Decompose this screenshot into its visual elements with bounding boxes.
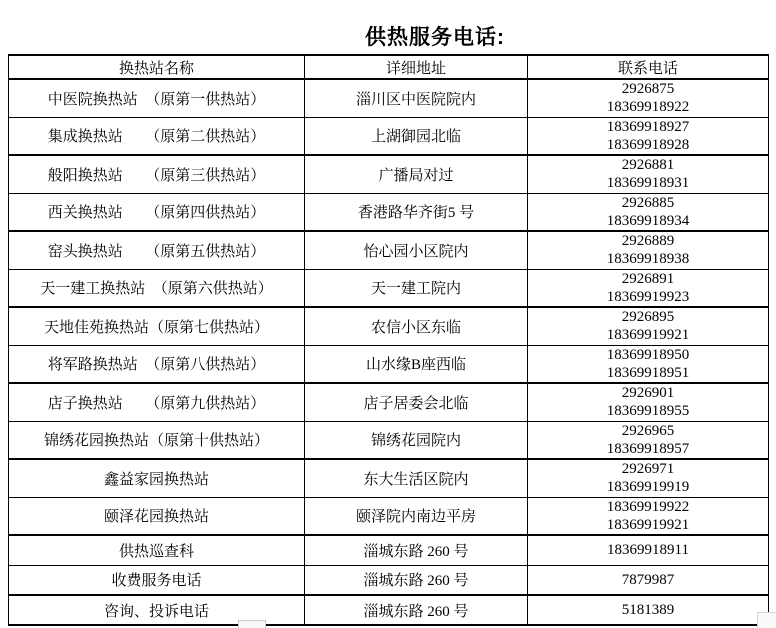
table-row [9, 421, 769, 459]
station-name-cell: 将军路换热站 （原第八供热站） [9, 345, 305, 383]
phone-cell [528, 79, 769, 117]
address-cell: 香港路华齐街5 号 [305, 193, 528, 231]
header-row [9, 55, 769, 79]
phone-cell [528, 231, 769, 269]
screenshot-edge-artifact [238, 620, 266, 628]
station-name-cell: 收费服务电话 [9, 565, 305, 595]
address-cell: 上湖御园北临 [305, 117, 528, 155]
phone-number: 18369918927 [606, 118, 690, 135]
table-row [9, 155, 769, 193]
address-cell: 农信小区东临 [305, 307, 528, 345]
header-station-name: 换热站名称 [9, 55, 305, 79]
screenshot-edge-artifact [757, 612, 776, 628]
station-name-cell: 供热巡查科 [9, 535, 305, 565]
phone-number: 18369918928 [606, 136, 690, 153]
address-cell: 店子居委会北临 [305, 383, 528, 421]
phone-number: 2926875 [621, 81, 675, 98]
phone-number: 18369919921 [606, 327, 690, 344]
phone-number: 7879987 [621, 571, 675, 588]
table-row [9, 383, 769, 421]
address-cell: 淄城东路 260 号 [305, 565, 528, 595]
phone-cell [528, 117, 769, 155]
phone-cell [528, 345, 769, 383]
phone-cell [528, 497, 769, 535]
address-cell: 淄城东路 260 号 [305, 535, 528, 565]
station-name-cell: 中医院换热站 （原第一供热站） [9, 79, 305, 117]
phone-number: 18369918922 [606, 99, 690, 116]
phone-number: 18369918938 [606, 251, 690, 268]
station-name-cell: 西关换热站 （原第四供热站） [9, 193, 305, 231]
page-title: 供热服务电话: [365, 26, 505, 49]
phone-number: 18369918934 [606, 212, 690, 229]
phone-cell [528, 383, 769, 421]
phone-number: 18369918950 [606, 346, 690, 363]
address-cell: 天一建工院内 [305, 269, 528, 307]
table-row [9, 307, 769, 345]
table-row [9, 345, 769, 383]
phone-number: 18369919923 [606, 288, 690, 305]
heating-service-phone-table [8, 54, 769, 626]
phone-number: 2926965 [621, 422, 675, 439]
table-header [9, 55, 769, 79]
address-cell: 锦绣花园院内 [305, 421, 528, 459]
station-name-cell: 锦绣花园换热站（原第十供热站） [9, 421, 305, 459]
phone-number: 18369919922 [606, 498, 690, 515]
phone-cell [528, 595, 769, 625]
phone-number: 2926971 [621, 461, 675, 478]
table-row [9, 231, 769, 269]
table-row [9, 117, 769, 155]
station-name-cell: 般阳换热站 （原第三供热站） [9, 155, 305, 193]
station-name-cell: 颐泽花园换热站 [9, 497, 305, 535]
table-row [9, 459, 769, 497]
address-cell: 淄川区中医院院内 [305, 79, 528, 117]
phone-number: 2926889 [621, 233, 675, 250]
address-cell: 怡心园小区院内 [305, 231, 528, 269]
phone-number: 18369918957 [606, 440, 690, 457]
phone-number: 18369918931 [606, 175, 690, 192]
phone-cell [528, 269, 769, 307]
table-row [9, 269, 769, 307]
phone-cell [528, 535, 769, 565]
header-address: 详细地址 [305, 55, 528, 79]
table-row [9, 193, 769, 231]
address-cell: 广播局对过 [305, 155, 528, 193]
address-cell: 淄城东路 260 号 [305, 595, 528, 625]
address-cell: 颐泽院内南边平房 [305, 497, 528, 535]
phone-cell [528, 155, 769, 193]
station-name-cell: 店子换热站 （原第九供热站） [9, 383, 305, 421]
phone-number: 18369919921 [606, 516, 690, 533]
phone-cell [528, 193, 769, 231]
phone-number: 2926885 [621, 194, 675, 211]
table-body [9, 79, 769, 625]
phone-cell [528, 565, 769, 595]
address-cell: 山水缘B座西临 [305, 345, 528, 383]
phone-number: 2926881 [621, 157, 675, 174]
table-row [9, 497, 769, 535]
table-row [9, 565, 769, 595]
phone-number: 5181389 [621, 602, 675, 618]
phone-cell [528, 421, 769, 459]
station-name-cell: 天一建工换热站 （原第六供热站） [9, 269, 305, 307]
phone-cell [528, 307, 769, 345]
table-row [9, 79, 769, 117]
header-phone: 联系电话 [528, 55, 769, 79]
phone-number: 2926891 [621, 270, 675, 287]
phone-cell [528, 459, 769, 497]
station-name-cell: 天地佳苑换热站（原第七供热站） [9, 307, 305, 345]
phone-number: 2926895 [621, 309, 675, 326]
table-row [9, 595, 769, 625]
station-name-cell: 窑头换热站 （原第五供热站） [9, 231, 305, 269]
address-cell: 东大生活区院内 [305, 459, 528, 497]
phone-number: 18369919919 [606, 479, 690, 496]
table-row [9, 535, 769, 565]
phone-number: 18369918911 [607, 542, 689, 559]
station-name-cell: 鑫益家园换热站 [9, 459, 305, 497]
station-name-cell: 集成换热站 （原第二供热站） [9, 117, 305, 155]
phone-number: 18369918951 [606, 364, 690, 381]
station-name-cell: 咨询、投诉电话 [9, 595, 305, 625]
phone-number: 18369918955 [606, 403, 690, 420]
phone-number: 2926901 [621, 385, 675, 402]
